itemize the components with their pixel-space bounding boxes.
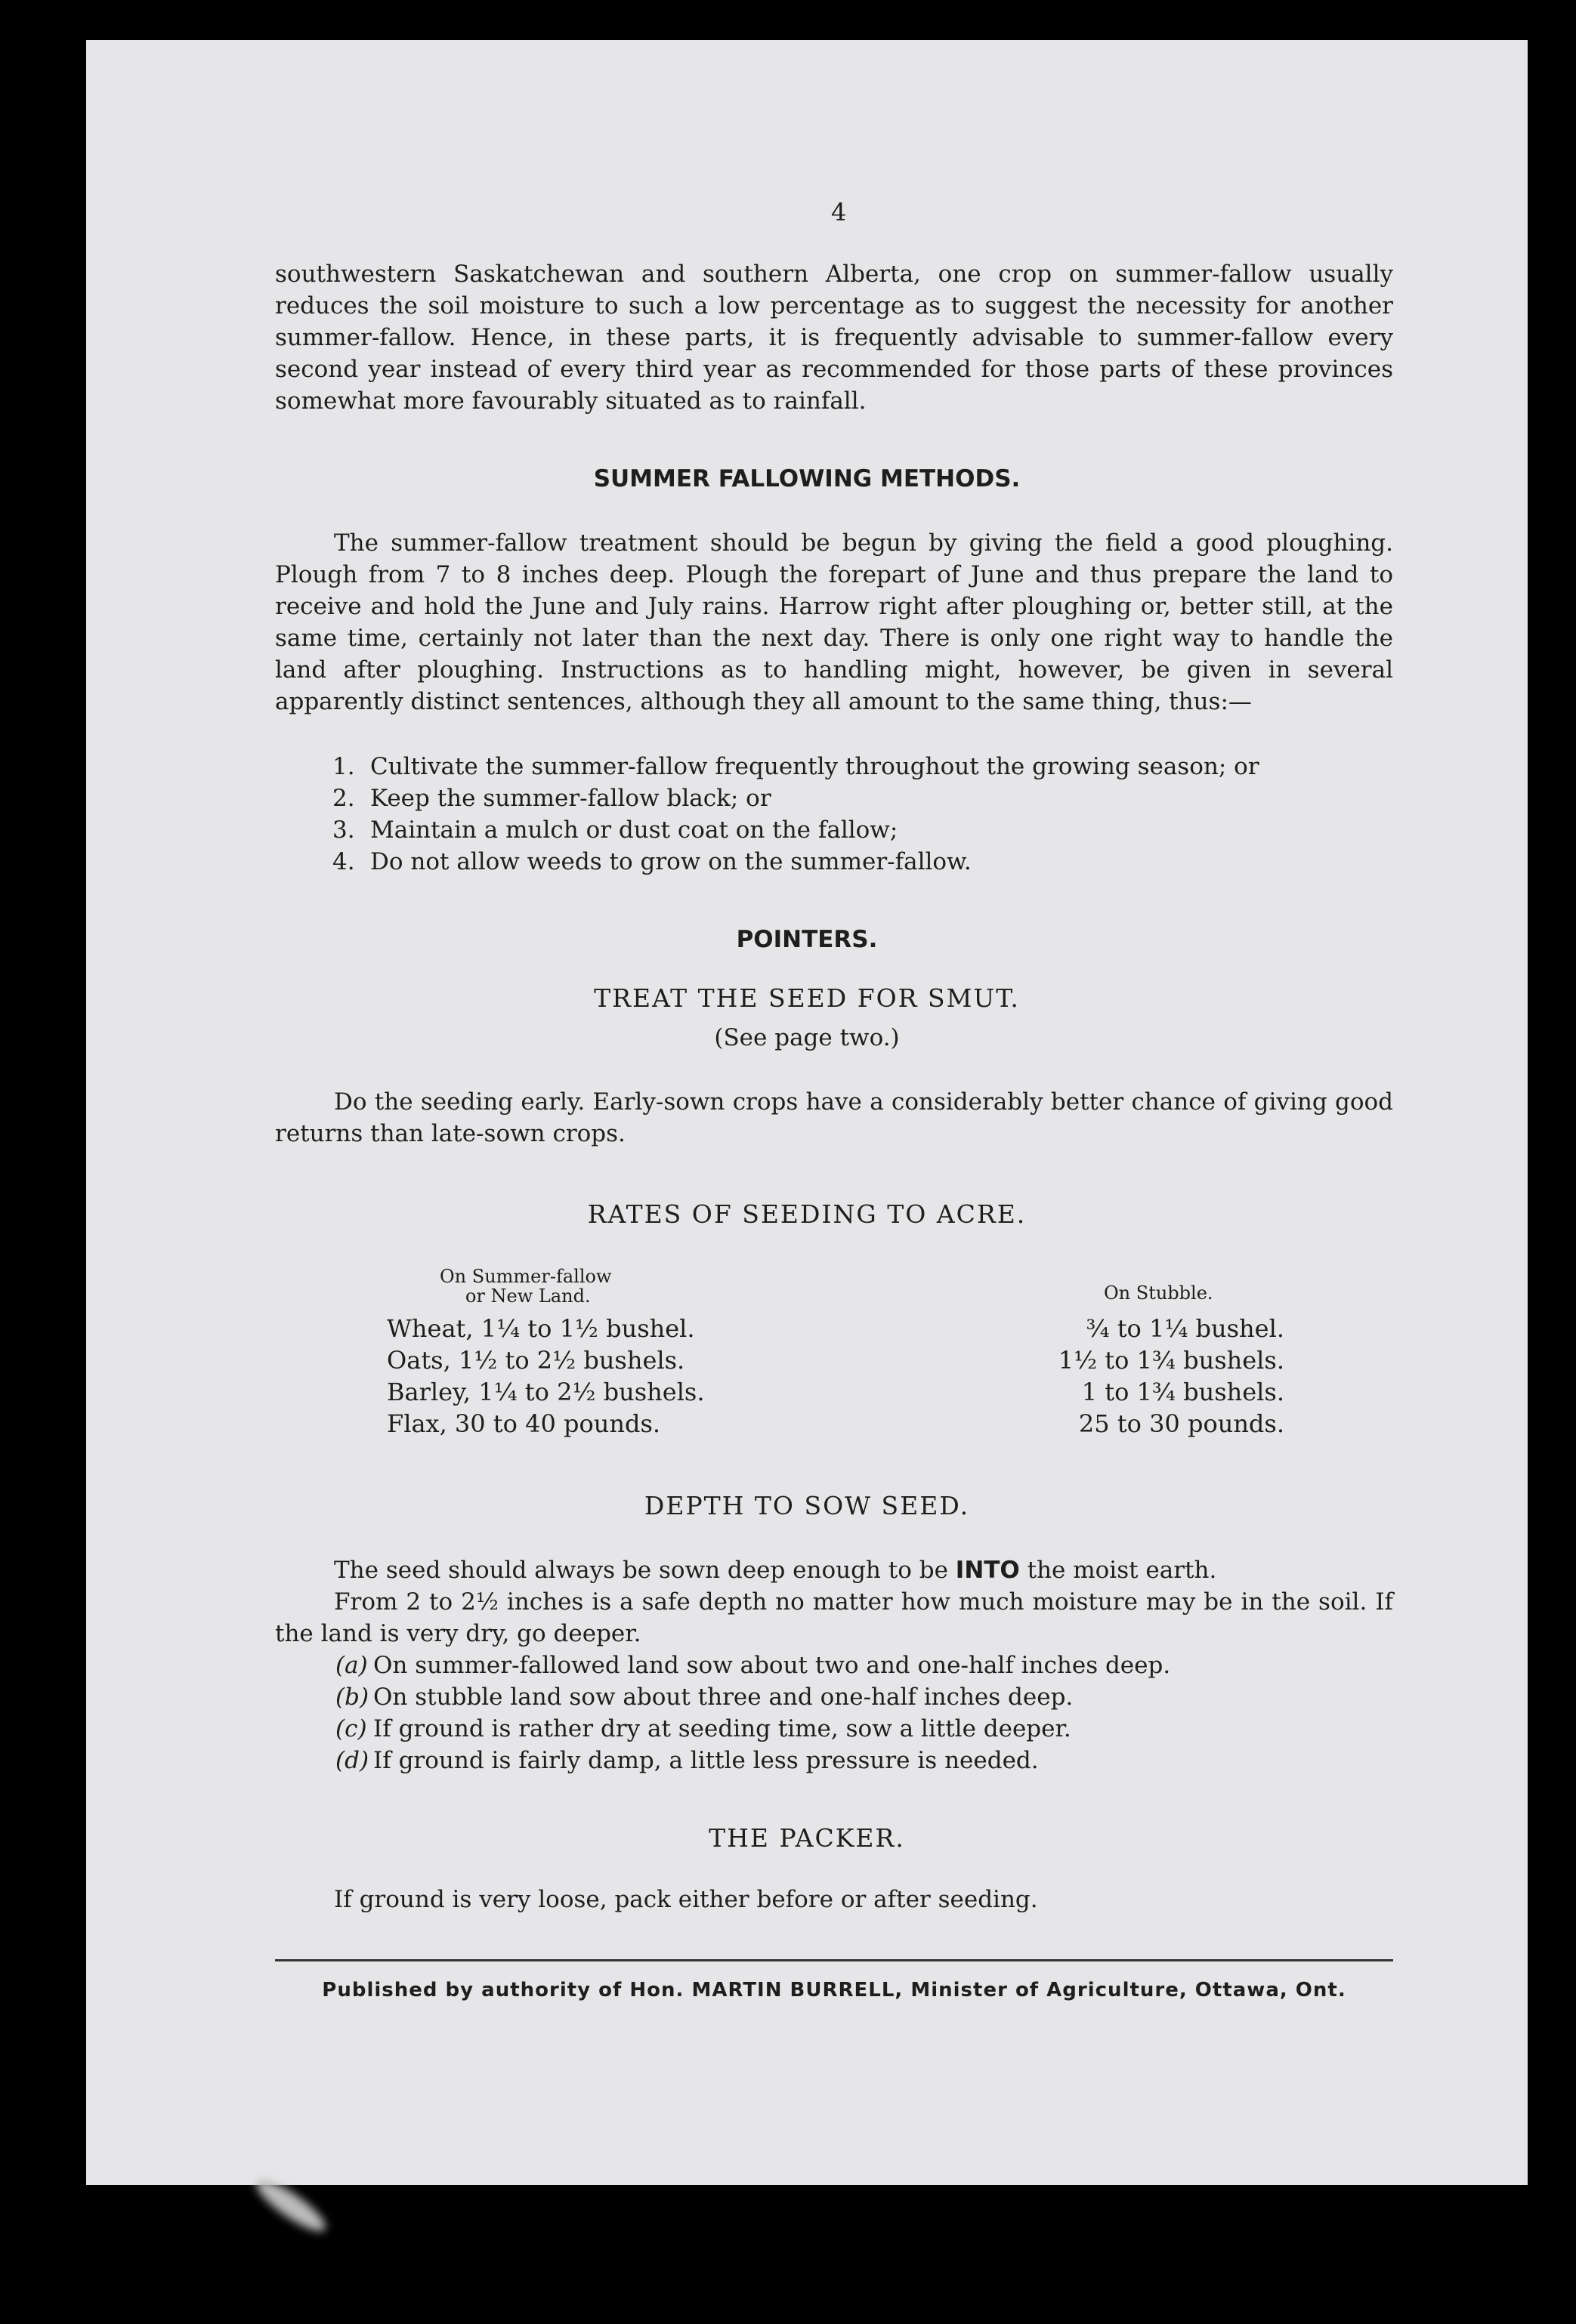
packer-heading: THE PACKER. bbox=[709, 1823, 905, 1853]
summer-fallowing-heading: SUMMER FALLOWING METHODS. bbox=[593, 465, 1021, 492]
rates-right-header: On Stubble. bbox=[1104, 1282, 1213, 1304]
smut-heading: TREAT THE SEED FOR SMUT. bbox=[594, 983, 1020, 1013]
intro-section bbox=[275, 258, 1393, 417]
rates-right-row: 25 to 30 pounds. bbox=[1078, 1409, 1284, 1438]
depth-line1: The seed should always be sown deep enough to be INTO the moist earth. bbox=[334, 1557, 1217, 1584]
rates-right-row: 1 to 1¾ bushels. bbox=[1081, 1378, 1284, 1406]
summer-fallowing-section bbox=[275, 527, 1393, 718]
list-item: (d) If ground is fairly damp, a little less pressure is needed. bbox=[335, 1747, 1039, 1774]
list-item: 1. Cultivate the summer-fallow frequently throughout the growing season; or bbox=[332, 753, 1259, 780]
depth-heading: DEPTH TO SOW SEED. bbox=[644, 1491, 970, 1520]
depth-paragraph: From 2 to 2½ inches is a safe depth no matter how much moisture may be in the soil. If the land is very dry, go deeper. bbox=[275, 1588, 1393, 1647]
rates-left-row: Oats, 1½ to 2½ bushels. bbox=[387, 1346, 685, 1375]
early-seeding-paragraph: Do the seeding early. Early-sown crops have a considerably better chance of giving good returns than late-sown crops. bbox=[275, 1088, 1393, 1147]
intro-paragraph: southwestern Saskatchewan and southern Alberta, one crop on summer-fallow usually reduces the soil moisture to such a low percentage as to suggest the necessity for another summer-fallow. Hence, in these parts, it is frequently advisable to summer-fallow every second year instead of every third year as recommended for those parts of these provinces somewhat more favourably situated as to rainfall. bbox=[275, 261, 1393, 415]
rates-left-header-line2: or New Land. bbox=[465, 1285, 591, 1307]
list-item: (a) On summer-fallowed land sow about two and one-half inches deep. bbox=[335, 1652, 1171, 1679]
packer-paragraph: If ground is very loose, pack either before or after seeding. bbox=[334, 1886, 1038, 1913]
early-seeding-section bbox=[275, 1086, 1393, 1150]
page-number: 4 bbox=[831, 198, 847, 227]
summer-fallowing-paragraph: The summer-fallow treatment should be begun by giving the field a good ploughing. Plough from 7 to 8 inches deep. Plough the forepart of June and thus prepare the land to receive and hold the June and July rains. Harrow right after ploughing or, better still, at the same time, certainly not later than the next day. There is only one right way to handle the land after ploughing. Instructions as to handling might, however, be given in several apparently distinct sentences, although they all amount to the same thing, thus:— bbox=[275, 529, 1393, 715]
list-item: 2. Keep the summer-fallow black; or bbox=[332, 785, 771, 812]
smut-note: (See page two.) bbox=[714, 1024, 900, 1051]
rates-left-row: Barley, 1¼ to 2½ bushels. bbox=[387, 1378, 705, 1406]
packer-section bbox=[275, 1884, 1393, 1915]
depth-section bbox=[275, 1554, 1393, 1650]
footer-divider bbox=[275, 1959, 1393, 1961]
into-emphasis: INTO bbox=[955, 1557, 1020, 1584]
list-item: (c) If ground is rather dry at seeding time, sow a little deeper. bbox=[335, 1715, 1071, 1742]
list-item: 3. Maintain a mulch or dust coat on the fallow; bbox=[332, 816, 898, 844]
rates-left-row: Wheat, 1¼ to 1½ bushel. bbox=[387, 1314, 695, 1343]
rates-heading: RATES OF SEEDING TO ACRE. bbox=[587, 1199, 1027, 1229]
rates-left-header-line1: On Summer-fallow bbox=[440, 1266, 612, 1287]
rates-right-row: ¾ to 1¼ bushel. bbox=[1086, 1314, 1284, 1343]
list-item: 4. Do not allow weeds to grow on the summer-fallow. bbox=[332, 848, 972, 875]
list-item: (b) On stubble land sow about three and one-half inches deep. bbox=[335, 1684, 1074, 1711]
pointers-heading: POINTERS. bbox=[736, 926, 878, 953]
rates-right-row: 1½ to 1¾ bushels. bbox=[1058, 1346, 1284, 1375]
summer-fallow-list bbox=[332, 751, 1405, 878]
publication-footer: Published by authority of Hon. MARTIN BURRELL, Minister of Agriculture, Ottawa, Ont. bbox=[322, 1979, 1346, 2001]
rates-left-row: Flax, 30 to 40 pounds. bbox=[387, 1409, 661, 1438]
depth-list bbox=[335, 1650, 1408, 1776]
